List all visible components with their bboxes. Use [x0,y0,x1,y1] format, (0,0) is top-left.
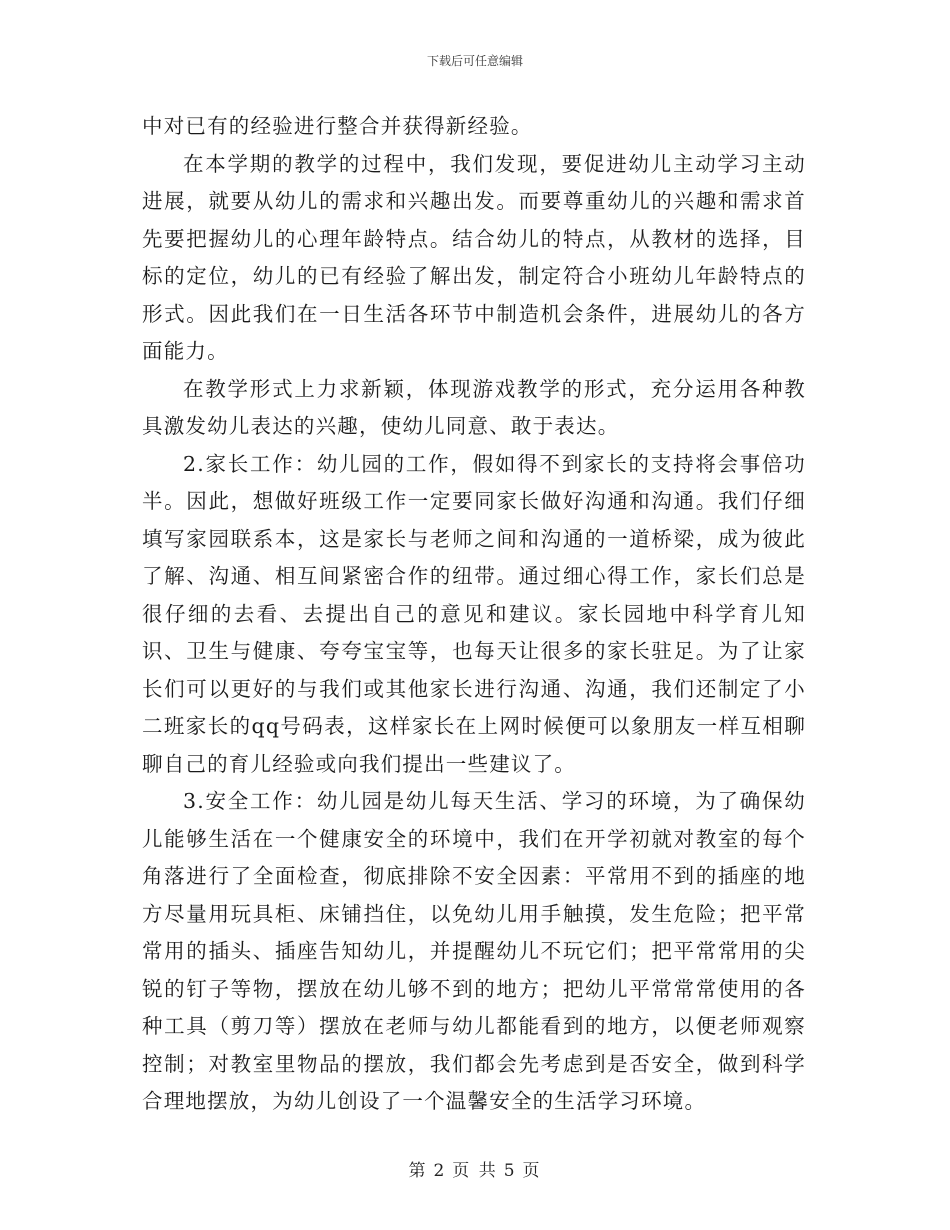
paragraph-continuation: 中对已有的经验进行整合并获得新经验。 [142,114,533,138]
paragraph-parent-work: 2.家长工作：幼儿园的工作，假如得不到家长的支持将会事倍功半。因此，想做好班级工作一定要同家长做好沟通和沟通。我们仔细填写家园联系本，这是家长与老师之间和沟通的一道桥梁，成为彼此了解、沟通、相互间紧密合作的纽带。通过细心得工作，家长们总是很仔细的去看、去提出自己的意见和建议。家长园地中科学育儿知识、卫生与健康、夸夸宝宝等，也每天让很多的家长驻足。为了让家长们可以更好的与我们或其他家长进行沟通、沟通，我们还制定了小二班家长的qq号码表，这样家长在上网时候便可以象朋友一样互相聊聊自己的育儿经验或向我们提出一些建议了。 [142,451,806,776]
paragraph-teaching-form: 在教学形式上力求新颖，体现游戏教学的形式，充分运用各种教具激发幼儿表达的兴趣，使幼儿同意、敢于表达。 [142,376,806,438]
footer-prefix: 第 [408,1161,428,1181]
paragraph-teaching-process: 在本学期的教学的过程中，我们发现，要促进幼儿主动学习主动进展，就要从幼儿的需求和兴趣出发。而要尊重幼儿的兴趣和需求首先要把握幼儿的心理年龄特点。结合幼儿的特点，从教材的选择，目标的定位，幼儿的已有经验了解出发，制定符合小班幼儿年龄特点的形式。因此我们在一日生活各环节中制造机会条件，进展幼儿的各方面能力。 [142,151,806,363]
document-body [142,108,806,1121]
page-header-note: 下载后可任意编辑 [426,54,523,68]
footer-total-pages: 5 [503,1161,517,1181]
paragraph-safety-work: 3.安全工作：幼儿园是幼儿每天生活、学习的环境，为了确保幼儿能够生活在一个健康安全的环境中，我们在开学初就对教室的每个角落进行了全面检查，彻底排除不安全因素：平常用不到的插座的地方尽量用玩具柜、床铺挡住，以免幼儿用手触摸，发生危险；把平常常用的插头、插座告知幼儿，并提醒幼儿不玩它们；把平常常用的尖锐的钉子等物，摆放在幼儿够不到的地方；把幼儿平常常常使用的各种工具（剪刀等）摆放在老师与幼儿都能看到的地方，以便老师观察控制；对教室里物品的摆放，我们都会先考虑到是否安全，做到科学合理地摆放，为幼儿创设了一个温馨安全的生活学习环境。 [142,789,806,1113]
footer-middle: 页 共 [452,1161,498,1181]
footer-current-page: 2 [433,1161,447,1181]
footer-suffix: 页 [522,1161,542,1181]
page-footer [0,1156,950,1181]
